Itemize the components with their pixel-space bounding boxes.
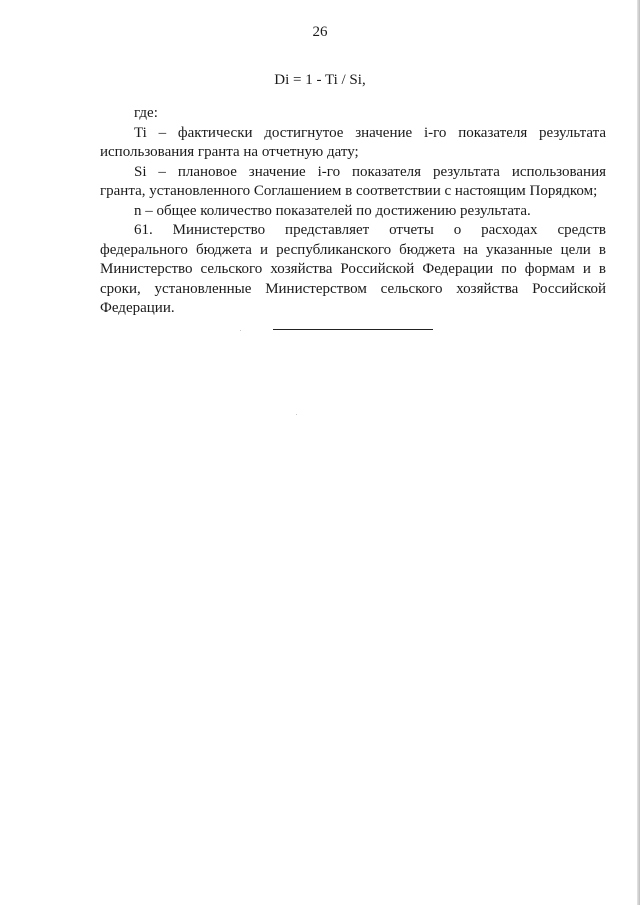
scan-speck — [240, 330, 241, 331]
formula: Di = 1 - Ti / Si, — [274, 72, 366, 88]
paragraph-61-line-5: Федерации. — [100, 300, 175, 316]
si-definition-line-1: Si – плановое значение i-го показателя результата использования — [134, 163, 606, 180]
paragraph-61-line-1: 61. Министерство представляет отчеты о расходах средств — [134, 222, 606, 238]
paragraph-61-line-3: Министерство сельского хозяйства Российской Федерации по формам и в — [100, 261, 606, 277]
where-label: где: — [134, 105, 158, 121]
section-divider — [273, 329, 433, 330]
paragraph-61-line-4: сроки, установленные Министерством сельского хозяйства Российской — [100, 280, 606, 297]
ti-definition-line-1: Ti – фактически достигнутое значение i-го показателя результата — [134, 124, 606, 141]
n-definition: n – общее количество показателей по достижению результата. — [134, 202, 531, 219]
page-number: 26 — [312, 24, 328, 40]
paragraph-61-line-2: федерального бюджета и республиканского бюджета на указанные цели в — [100, 241, 606, 258]
si-definition-line-2: гранта, установленного Соглашением в соответствии с настоящим Порядком; — [100, 183, 598, 199]
scan-speck — [296, 414, 297, 415]
document-body — [100, 104, 606, 319]
ti-definition-line-2: использования гранта на отчетную дату; — [100, 144, 359, 160]
